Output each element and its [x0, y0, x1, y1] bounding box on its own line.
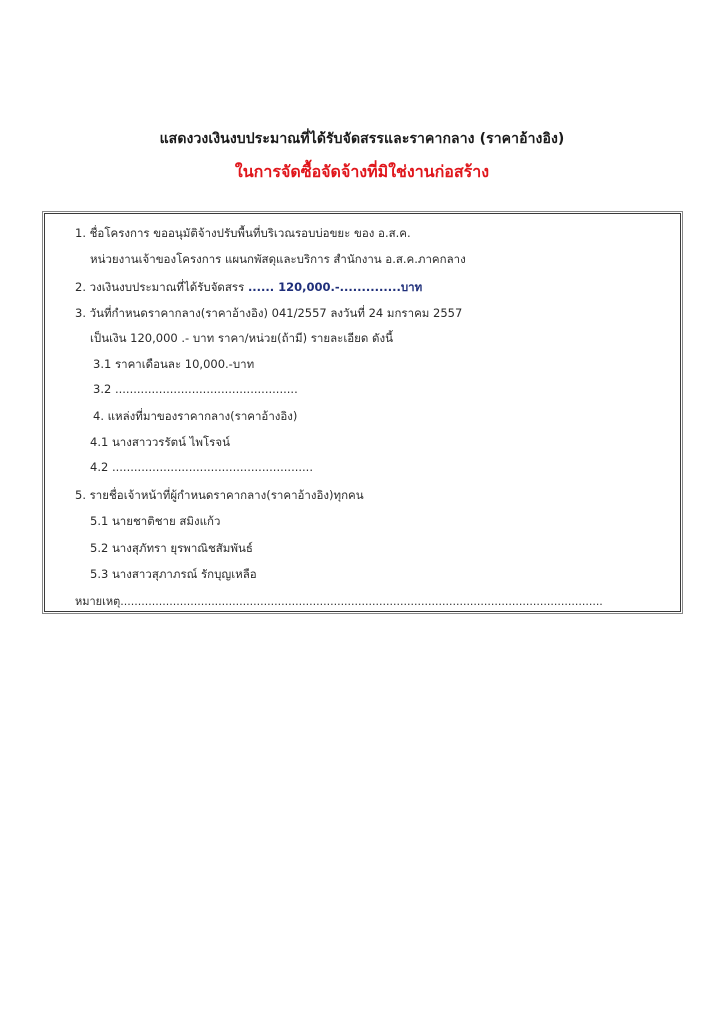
staff-heading: 5. รายชื่อเจ้าหน้าที่ผู้กำหนดราคากลาง(ราคาอ้างอิง)ทุกคน	[75, 488, 364, 502]
item-4-1: 4.1 นางสาววรรัตน์ ไพโรจน์	[90, 435, 230, 449]
price-source-heading: 4. แหล่งที่มาของราคากลาง(ราคาอ้างอิง)	[93, 409, 298, 423]
budget-line	[75, 279, 422, 297]
amount-detail-line: เป็นเงิน 120,000 .- บาท ราคา/หน่วย(ถ้ามี) รายละเอียด ดังนี้	[90, 331, 393, 345]
item-3-2: 3.2 ..................................................	[93, 382, 298, 396]
project-owner-line: หน่วยงานเจ้าของโครงการ แผนกพัสดุและบริการ สำนักงาน อ.ส.ค.ภาคกลาง	[90, 252, 466, 266]
project-name-line: 1. ชื่อโครงการ ขออนุมัติจ้างปรับพื้นที่บริเวณรอบบ่อขยะ ของ อ.ส.ค.	[75, 226, 411, 240]
budget-amount: ...... 120,000.-..............บาท	[247, 280, 423, 294]
note-line: หมายเหตุ..........................................................................................................................................	[75, 595, 603, 608]
item-4-2: 4.2 .......................................................	[90, 460, 313, 474]
item-5-2: 5.2 นางสุภัทรา ยุรพาณิชสัมพันธ์	[90, 541, 253, 555]
item-5-1: 5.1 นายชาติชาย สมิงแก้ว	[90, 514, 221, 528]
page-title: แสดงวงเงินงบประมาณที่ได้รับจัดสรรและราคากลาง (ราคาอ้างอิง)	[159, 131, 565, 147]
reference-date-line: 3. วันที่กำหนดราคากลาง(ราคาอ้างอิง) 041/2557 ลงวันที่ 24 มกราคม 2557	[75, 306, 463, 320]
item-5-3: 5.3 นางสาวสุภาภรณ์ รักบุญเหลือ	[90, 567, 257, 581]
item-3-1: 3.1 ราคาเดือนละ 10,000.-บาท	[93, 357, 255, 371]
budget-label: 2. วงเงินงบประมาณที่ได้รับจัดสรร	[75, 280, 248, 294]
page-subtitle: ในการจัดซื้อจัดจ้างที่มิใช่งานก่อสร้าง	[234, 162, 490, 181]
